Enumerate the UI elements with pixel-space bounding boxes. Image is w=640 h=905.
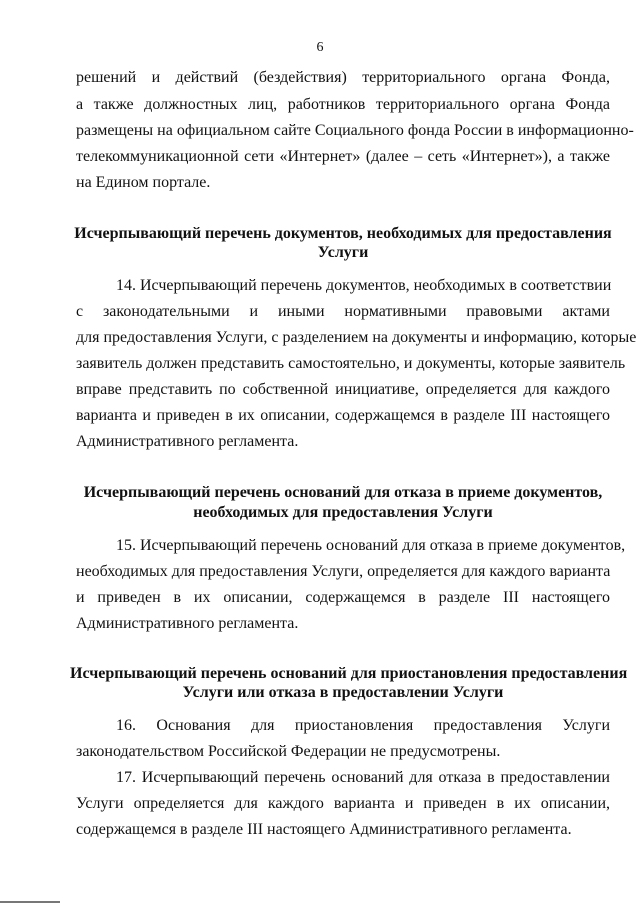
text-line: законодательством Российской Федерации не предусмотрены. [76,743,501,760]
heading-line: Исчерпывающий перечень оснований для приостановления предоставления [70,665,628,682]
text-line: содержащемся в разделе III настоящего Административного регламента. [76,821,572,838]
text-line: телекоммуникационной сети «Интернет» (далее – сеть «Интернет»), а также [76,148,610,165]
text-line: необходимых для предоставления Услуги, определяется для каждого варианта [76,563,611,580]
text-line: размещены на официальном сайте Социального фонда России в информационно- [76,122,634,139]
text-line: решений и действий (бездействия) территориального органа Фонда, [76,69,610,86]
text-line: с законодательными и иными нормативными правовыми актами [76,303,610,320]
heading-line: Услуги [317,244,369,261]
text-line: для предоставления Услуги, с разделением на документы и информацию, которые [76,329,637,346]
text-line: вправе представить по собственной инициативе, определяется для каждого [76,381,610,398]
heading-line: Услуги или отказа в предоставлении Услуги [182,684,504,701]
text-line: 17. Исчерпывающий перечень оснований для отказа в предоставлении [116,769,610,786]
text-line: 15. Исчерпывающий перечень оснований для отказа в приеме документов, [116,537,626,554]
text-line: 14. Исчерпывающий перечень документов, необходимых в соответствии [116,277,612,294]
text-line: а также должностных лиц, работников территориального органа Фонда [76,96,610,113]
page-number: 6 [316,40,324,55]
text-line: и приведен в их описании, содержащемся в разделе III настоящего [76,589,610,606]
text-line: Административного регламента. [76,433,299,450]
text-line: Административного регламента. [76,615,299,632]
text-line: Услуги определяется для каждого варианта и приведен в их описании, [76,795,610,812]
text-line: 16. Основания для приостановления предоставления Услуги [116,717,610,734]
text-line: заявитель должен представить самостоятельно, и документы, которые заявитель [76,355,626,372]
heading-line: необходимых для предоставления Услуги [193,504,493,521]
heading-line: Исчерпывающий перечень документов, необходимых для предоставления [74,225,612,242]
scan-artifact [0,901,60,903]
text-line: на Едином портале. [76,174,211,191]
heading-line: Исчерпывающий перечень оснований для отказа в приеме документов, [83,484,603,501]
text-line: варианта и приведен в их описании, содержащемся в разделе III настоящего [76,407,610,424]
